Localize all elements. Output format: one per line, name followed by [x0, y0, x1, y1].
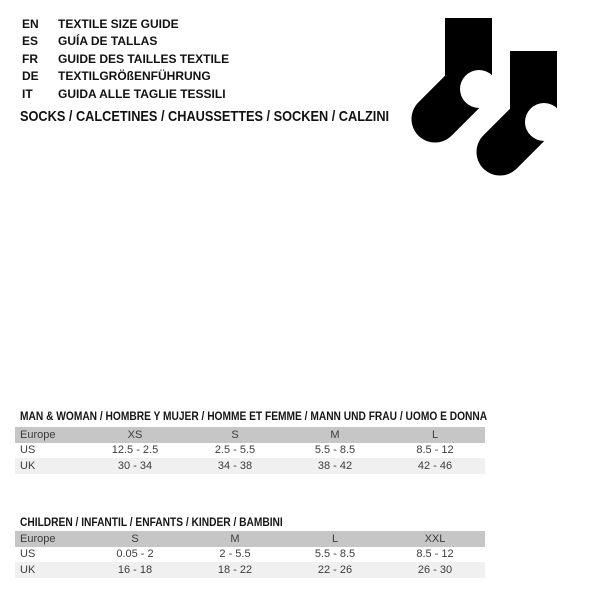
size-value: 38 - 42: [317, 459, 353, 472]
size-value: 30 - 34: [117, 459, 153, 472]
legend-row-es: [22, 33, 229, 51]
size-value: 12.5 - 2.5: [111, 444, 159, 457]
column-header: L: [331, 532, 339, 545]
column-header: Europe: [20, 428, 56, 441]
column-header: XXL: [424, 532, 446, 545]
man-woman-table-title: MAN & WOMAN / HOMBRE Y MUJER / HOMME ET FEMME / MANN UND FRAU / UOMO E DONNA: [20, 409, 488, 423]
table-row-uk: [15, 562, 485, 578]
lang-code: EN: [22, 16, 39, 31]
lang-label: GUIDA ALLE TAGLIE TESSILI: [58, 86, 226, 101]
table-header-row: [15, 531, 485, 547]
table-row-uk: [15, 458, 485, 474]
row-label: US: [20, 444, 36, 457]
column-header: XS: [127, 428, 143, 441]
lang-label: GUÍA DE TALLAS: [58, 34, 158, 49]
size-value: 8.5 - 12: [416, 548, 454, 561]
legend-row-en: [22, 15, 229, 33]
column-header: M: [230, 532, 240, 545]
lang-code: FR: [22, 51, 38, 66]
lang-code: IT: [22, 86, 33, 101]
size-value: 5.5 - 8.5: [314, 444, 356, 457]
lang-label: TEXTILGRÖßENFÜHRUNG: [58, 69, 211, 84]
legend-row-it: [22, 85, 229, 103]
lang-label: TEXTILE SIZE GUIDE: [58, 16, 179, 31]
size-value: 2 - 5.5: [219, 548, 251, 561]
size-value: 8.5 - 12: [416, 444, 454, 457]
size-value: 5.5 - 8.5: [314, 548, 356, 561]
language-legend: [22, 15, 229, 103]
table-row-us: [15, 547, 485, 563]
lang-label: GUIDE DES TAILLES TEXTILE: [58, 51, 230, 66]
size-value: 26 - 30: [417, 563, 453, 576]
table-row-us: [15, 443, 485, 459]
socks-icon: [395, 5, 580, 190]
column-header: S: [131, 532, 139, 545]
lang-code: ES: [22, 34, 39, 49]
size-value: 2.5 - 5.5: [214, 444, 256, 457]
size-value: 42 - 46: [417, 459, 453, 472]
size-value: 16 - 18: [117, 563, 153, 576]
man-woman-size-table: [15, 427, 485, 474]
children-table-title: CHILDREN / INFANTIL / ENFANTS / KINDER / BAMBINI: [20, 515, 283, 529]
column-header: L: [431, 428, 439, 441]
row-label: UK: [20, 563, 36, 576]
product-category-title: SOCKS / CALCETINES / CHAUSSETTES / SOCKEN / CALZINI: [20, 108, 390, 125]
legend-row-de: [22, 68, 229, 86]
children-size-table: [15, 531, 485, 578]
column-header: S: [231, 428, 239, 441]
lang-code: DE: [22, 69, 39, 84]
table-header-row: [15, 427, 485, 443]
size-value: 0.05 - 2: [116, 548, 154, 561]
sock-back-heel-cutout: [460, 70, 498, 108]
column-header: M: [330, 428, 340, 441]
size-value: 34 - 38: [217, 459, 253, 472]
column-header: Europe: [20, 532, 56, 545]
row-label: US: [20, 548, 36, 561]
size-value: 18 - 22: [217, 563, 253, 576]
legend-row-fr: [22, 50, 229, 68]
sock-front-heel-cutout: [525, 103, 563, 141]
size-value: 22 - 26: [317, 563, 353, 576]
row-label: UK: [20, 459, 36, 472]
